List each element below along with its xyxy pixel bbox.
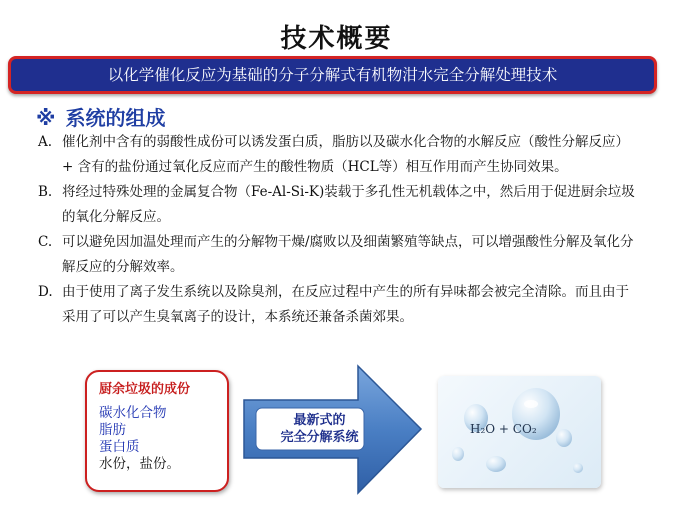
chemical-formula: H₂O + CO₂ bbox=[470, 422, 537, 436]
item-label: D. bbox=[38, 284, 53, 300]
food-component: 碳水化合物 bbox=[99, 405, 167, 421]
arrow-label-line: 完全分解系统 bbox=[280, 430, 359, 445]
result-panel bbox=[438, 376, 601, 488]
item-label: B. bbox=[38, 184, 53, 200]
reference-mark-icon: ※ bbox=[36, 106, 56, 130]
food-waste-box bbox=[85, 370, 229, 492]
arrow-label-line: 最新式的 bbox=[293, 413, 346, 428]
item-label: C. bbox=[38, 234, 53, 250]
list-item bbox=[38, 180, 638, 230]
food-component: 脂肪 bbox=[99, 422, 126, 438]
item-text: 将经过特殊处理的金属复合物（Fe-Al-Si-K)装载于多孔性无机载体之中，然后用于促进厨余垃圾的氧化分解反应。 bbox=[62, 184, 635, 225]
arrow-label bbox=[262, 412, 377, 446]
component-list bbox=[38, 130, 638, 330]
item-label: A. bbox=[38, 134, 53, 150]
list-item bbox=[38, 130, 638, 180]
food-waste-list bbox=[99, 405, 180, 473]
item-text: 由于使用了离子发生系统以及除臭剂，在反应过程中产生的所有异味都会被完全清除。而且由于采用了可以产生臭氧离子的设计，本系统还兼备杀菌郊果。 bbox=[62, 284, 629, 325]
subtitle-banner: 以化学催化反应为基础的分子分解式有机物泔水完全分解处理技术 bbox=[8, 56, 657, 94]
item-text: 可以避免因加温处理而产生的分解物干燥/腐败以及细菌繁殖等缺点，可以增强酸性分解及氧化分解反应的分解效率。 bbox=[62, 234, 634, 275]
food-waste-heading: 厨余垃圾的成份 bbox=[99, 382, 191, 397]
food-component: 蛋白质 bbox=[99, 439, 140, 455]
list-item bbox=[38, 280, 638, 330]
item-text: 催化剂中含有的弱酸性成份可以诱发蛋白质，脂肪以及碳水化合物的水解反应（酸性分解反应）+ 含有的盐份通过氧化反应而产生的酸性物质（HCL等）相互作用而产生协同效果。 bbox=[62, 134, 629, 175]
list-item bbox=[38, 230, 638, 280]
section-heading bbox=[36, 102, 165, 131]
food-component: 水份，盐份。 bbox=[99, 456, 180, 472]
page-title: 技术概要 bbox=[280, 24, 393, 54]
section-heading-text: 系统的组成 bbox=[65, 106, 166, 130]
